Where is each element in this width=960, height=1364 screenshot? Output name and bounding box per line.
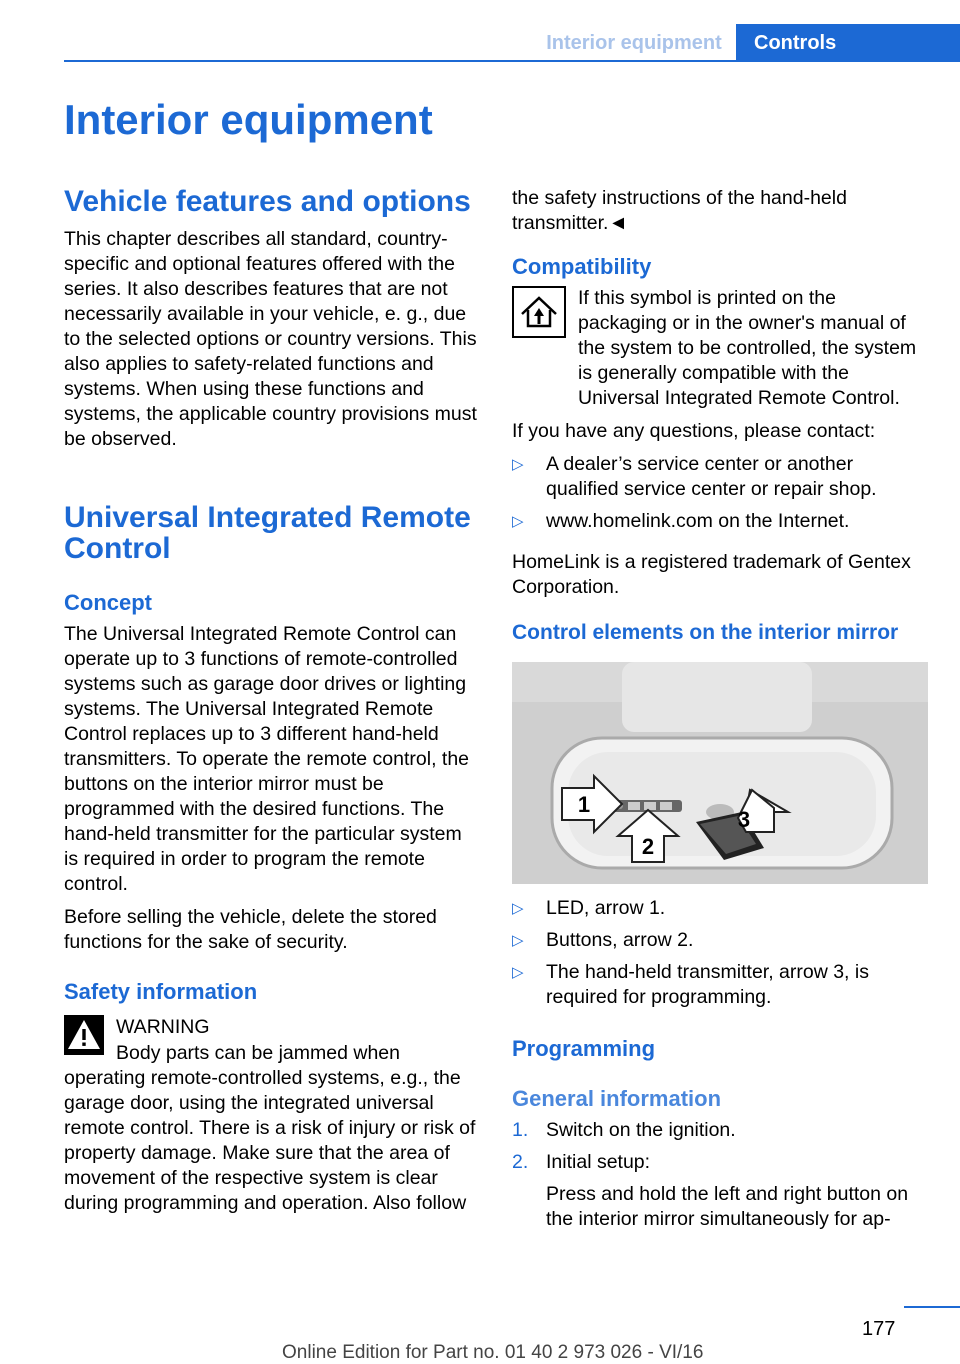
vehicle-features-heading: Vehicle features and options <box>64 185 471 218</box>
concept-body-2: Before selling the vehicle, delete the stored functions for the sake of security. <box>64 906 437 953</box>
compatibility-heading: Compatibility <box>512 254 652 279</box>
list-item: ▷ Buttons, arrow 2. <box>512 929 694 951</box>
control-elements-heading: Control elements on the interior mirror <box>512 621 899 644</box>
vehicle-features-body: This chapter describes all standard, country-specific and optional features offered with the series. It also describes features that are not necessarily available in your vehicle, e. g., due to the selected options or country versions. This also applies to safety-related functions and systems. When using these functions and systems, the applicable country provisions must be observed. <box>64 228 477 450</box>
control-elements-list <box>512 896 928 1010</box>
trademark-text: HomeLink is a registered trademark of Gentex Corporation. <box>512 551 911 598</box>
programming-heading: Programming <box>512 1036 656 1061</box>
triangle-bullet-icon: ▷ <box>512 964 524 981</box>
programming-steps <box>512 1118 928 1232</box>
interior-mirror-image <box>512 662 928 884</box>
compatibility-block <box>512 286 928 411</box>
triangle-bullet-icon: ▷ <box>512 456 524 473</box>
footer-edition: Online Edition for Part no. 01 40 2 973 026 - VI/16 <box>282 1342 704 1363</box>
warning-label: WARNING <box>116 1016 210 1038</box>
contact-text: If you have any questions, please contact: <box>512 420 876 442</box>
list-item: 1. Switch on the ignition. <box>512 1119 736 1141</box>
step2-detail: Press and hold the left and right button on the interior mirror simultaneously for ap- <box>546 1183 909 1230</box>
warning-triangle-icon <box>64 1015 104 1055</box>
uirc-heading: Universal Integrated Remote Control <box>64 501 471 565</box>
right-column <box>512 180 928 1239</box>
callout-3: 3 <box>737 807 751 832</box>
triangle-bullet-icon: ▷ <box>512 513 524 530</box>
list-item: ▷ A dealer’s service center or another qualified service center or repair shop. <box>512 453 877 500</box>
callout-1: 1 <box>577 792 591 817</box>
concept-heading: Concept <box>64 590 152 615</box>
list-item: ▷ LED, arrow 1. <box>512 897 666 919</box>
safety-heading: Safety information <box>64 979 258 1004</box>
list-item: 2. Initial setup: Press and hold the left and right button on the interior mirror simultaneously for ap- <box>512 1150 928 1232</box>
header-divider <box>64 60 960 62</box>
triangle-bullet-icon: ▷ <box>512 900 524 917</box>
header-section-title: Interior equipment <box>546 32 722 54</box>
left-column <box>64 180 480 1216</box>
page-title: Interior equipment <box>64 96 433 143</box>
footer-divider <box>904 1306 960 1308</box>
callout-2: 2 <box>641 834 655 859</box>
list-item: ▷ The hand-held transmitter, arrow 3, is required for programming. <box>512 961 869 1008</box>
warning-block <box>64 1015 480 1216</box>
compatibility-text: If this symbol is printed on the packaging or in the owner's manual of the system to be controlled, the system is generally compatible with the Universal Integrated Remote Control. <box>578 287 917 409</box>
contact-list <box>512 452 928 534</box>
header-chapter-tab: Controls <box>736 24 960 62</box>
continued-text: the safety instructions of the hand-held transmitter.◄ <box>512 187 847 234</box>
general-information-heading: General information <box>512 1086 722 1111</box>
homelink-house-icon <box>512 286 566 338</box>
concept-body: The Universal Integrated Remote Control can operate up to 3 functions of remote-controlled systems such as garage door drives or lighting systems. The Universal Integrated Remote Control replaces up to 3 different hand-held transmitters. To operate the remote control, the buttons on the interior mirror must be programmed with the desired functions. The hand-held transmitter for the particular system is required in order to program the remote control. <box>64 623 470 895</box>
triangle-bullet-icon: ▷ <box>512 932 524 949</box>
page-number: 177 <box>862 1318 896 1340</box>
list-item: ▷ www.homelink.com on the Internet. <box>512 510 850 532</box>
warning-text: Body parts can be jammed when operating remote-controlled systems, e.g., the garage door, using the integrated universal remote control. There is a risk of injury or risk of property damage. Make sure that the area of movement of the respective system is clear during programming and operation. Also follow <box>64 1042 476 1214</box>
